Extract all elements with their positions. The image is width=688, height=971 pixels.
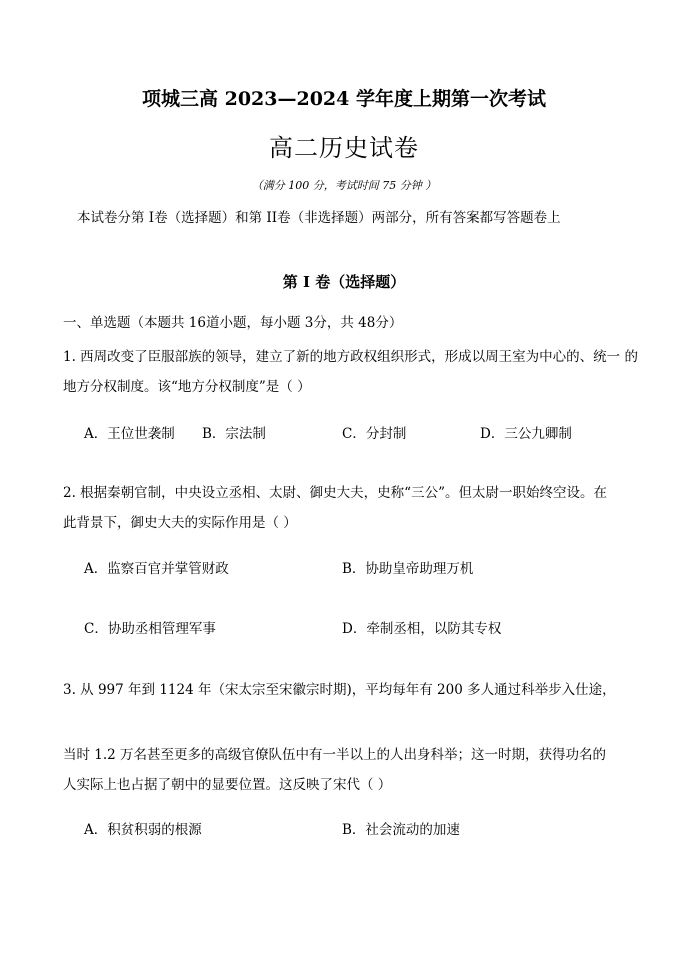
option-b: B．宗法制 <box>202 426 266 442</box>
exam-subtitle: 高二历史试卷 <box>269 134 419 162</box>
section-title: 第 I 卷（选择题） <box>282 273 406 291</box>
option-a: A．监察百官并掌管财政 <box>84 561 229 577</box>
option-d: D．三公九卿制 <box>480 426 572 442</box>
exam-intro: 本试卷分第 I卷（选择题）和第 II卷（非选择题）两部分，所有答案都写答题卷上 <box>77 210 561 226</box>
option-a: A．积贫积弱的根源 <box>84 822 202 838</box>
question-1-options <box>0 422 688 442</box>
question-2-line-1: 2. 根据秦朝官制，中央设立丞相、太尉、御史大夫，史称“三公”。但太尉一职始终空设。在 <box>63 485 607 501</box>
option-d: D．牵制丞相，以防其专权 <box>342 621 502 637</box>
exam-note: （满分 100 分，考试时间 75 分钟 ） <box>251 179 437 192</box>
exam-title: 项城三高 2023—2024 学年度上期第一次考试 <box>142 88 546 110</box>
section-instruction: 一、单选题（本题共 16道小题，每小题 3分，共 48分） <box>63 315 403 331</box>
question-1-line-1: 1. 西周改变了臣服部族的领导，建立了新的地方政权组织形式，形成以周王室为中心的、统一 的 <box>63 349 638 365</box>
question-2-options-row-1 <box>0 557 688 577</box>
option-c: C．分封制 <box>342 426 407 442</box>
question-2-line-2: 此背景下，御史大夫的实际作用是（ ） <box>63 515 297 531</box>
option-b: B．协助皇帝助理万机 <box>342 561 474 577</box>
question-3-options <box>0 818 688 838</box>
question-3-line-2: 当时 1.2 万名甚至更多的高级官僚队伍中有一半以上的人出身科举；这一时期，获得功名的 <box>63 747 607 763</box>
question-1-line-2: 地方分权制度。该“地方分权制度”是（ ） <box>63 379 311 395</box>
option-a: A．王位世袭制 <box>84 426 175 442</box>
question-3-line-3: 人实际上也占据了朝中的显要位置。这反映了宋代（ ） <box>63 777 392 793</box>
option-c: C．协助丞相管理军事 <box>84 621 216 637</box>
option-b: B．社会流动的加速 <box>342 822 460 838</box>
question-2-options-row-2 <box>0 617 688 637</box>
question-3-line-1: 3. 从 997 年到 1124 年（宋太宗至宋徽宗时期)，平均每年有 200 多人通过科举步入仕途， <box>63 682 616 698</box>
